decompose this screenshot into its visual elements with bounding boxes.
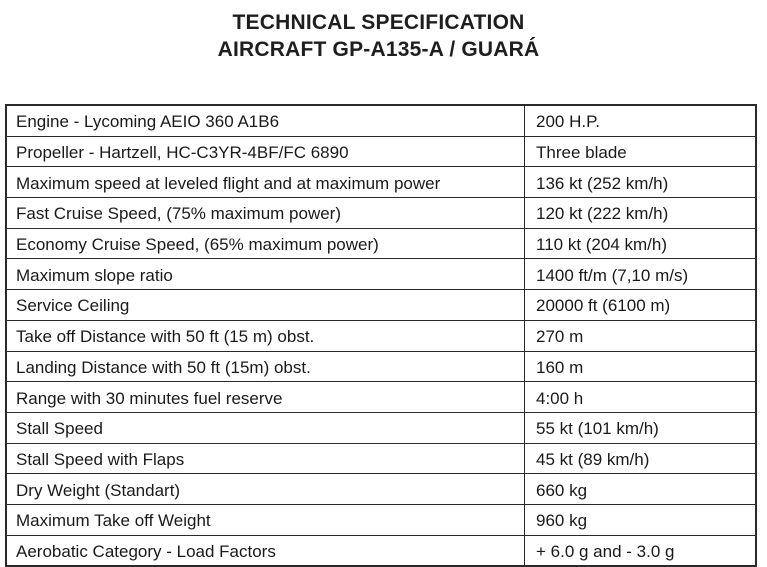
table-row — [6, 412, 756, 443]
spec-value: 136 kt (252 km/h) — [525, 167, 757, 198]
table-row — [6, 105, 756, 136]
spec-value: + 6.0 g and - 3.0 g — [525, 535, 757, 566]
spec-parameter: Stall Speed with Flaps — [6, 443, 525, 474]
table-row — [6, 382, 756, 413]
table-row — [6, 228, 756, 259]
spec-parameter: Landing Distance with 50 ft (15m) obst. — [6, 351, 525, 382]
table-row — [6, 167, 756, 198]
spec-parameter: Stall Speed — [6, 412, 525, 443]
table-row — [6, 136, 756, 167]
table-row — [6, 290, 756, 321]
spec-value: 960 kg — [525, 504, 757, 535]
spec-parameter: Take off Distance with 50 ft (15 m) obst. — [6, 320, 525, 351]
spec-value: 120 kt (222 km/h) — [525, 198, 757, 229]
spec-parameter: Maximum speed at leveled flight and at maximum power — [6, 167, 525, 198]
table-row — [6, 474, 756, 505]
table-row — [6, 259, 756, 290]
table-row — [6, 504, 756, 535]
document-title: TECHNICAL SPECIFICATION — [232, 11, 525, 34]
spec-parameter: Dry Weight (Standart) — [6, 474, 525, 505]
spec-parameter: Fast Cruise Speed, (75% maximum power) — [6, 198, 525, 229]
spec-value: 660 kg — [525, 474, 757, 505]
spec-parameter: Service Ceiling — [6, 290, 525, 321]
table-row — [6, 443, 756, 474]
spec-parameter: Engine - Lycoming AEIO 360 A1B6 — [6, 105, 525, 136]
table-row — [6, 535, 756, 566]
spec-value: 1400 ft/m (7,10 m/s) — [525, 259, 757, 290]
spec-parameter: Propeller - Hartzell, HC-C3YR-4BF/FC 6890 — [6, 136, 525, 167]
spec-value: 4:00 h — [525, 382, 757, 413]
spec-value: Three blade — [525, 136, 757, 167]
spec-value: 110 kt (204 km/h) — [525, 228, 757, 259]
spec-table — [5, 104, 757, 567]
spec-value: 160 m — [525, 351, 757, 382]
spec-value: 45 kt (89 km/h) — [525, 443, 757, 474]
spec-value: 200 H.P. — [525, 105, 757, 136]
document-subtitle: AIRCRAFT GP-A135-A / GUARÁ — [217, 38, 540, 61]
spec-value: 55 kt (101 km/h) — [525, 412, 757, 443]
spec-parameter: Economy Cruise Speed, (65% maximum power) — [6, 228, 525, 259]
table-row — [6, 198, 756, 229]
spec-value: 270 m — [525, 320, 757, 351]
spec-parameter: Aerobatic Category - Load Factors — [6, 535, 525, 566]
table-row — [6, 351, 756, 382]
spec-value: 20000 ft (6100 m) — [525, 290, 757, 321]
table-row — [6, 320, 756, 351]
spec-parameter: Range with 30 minutes fuel reserve — [6, 382, 525, 413]
spec-parameter: Maximum Take off Weight — [6, 504, 525, 535]
spec-parameter: Maximum slope ratio — [6, 259, 525, 290]
